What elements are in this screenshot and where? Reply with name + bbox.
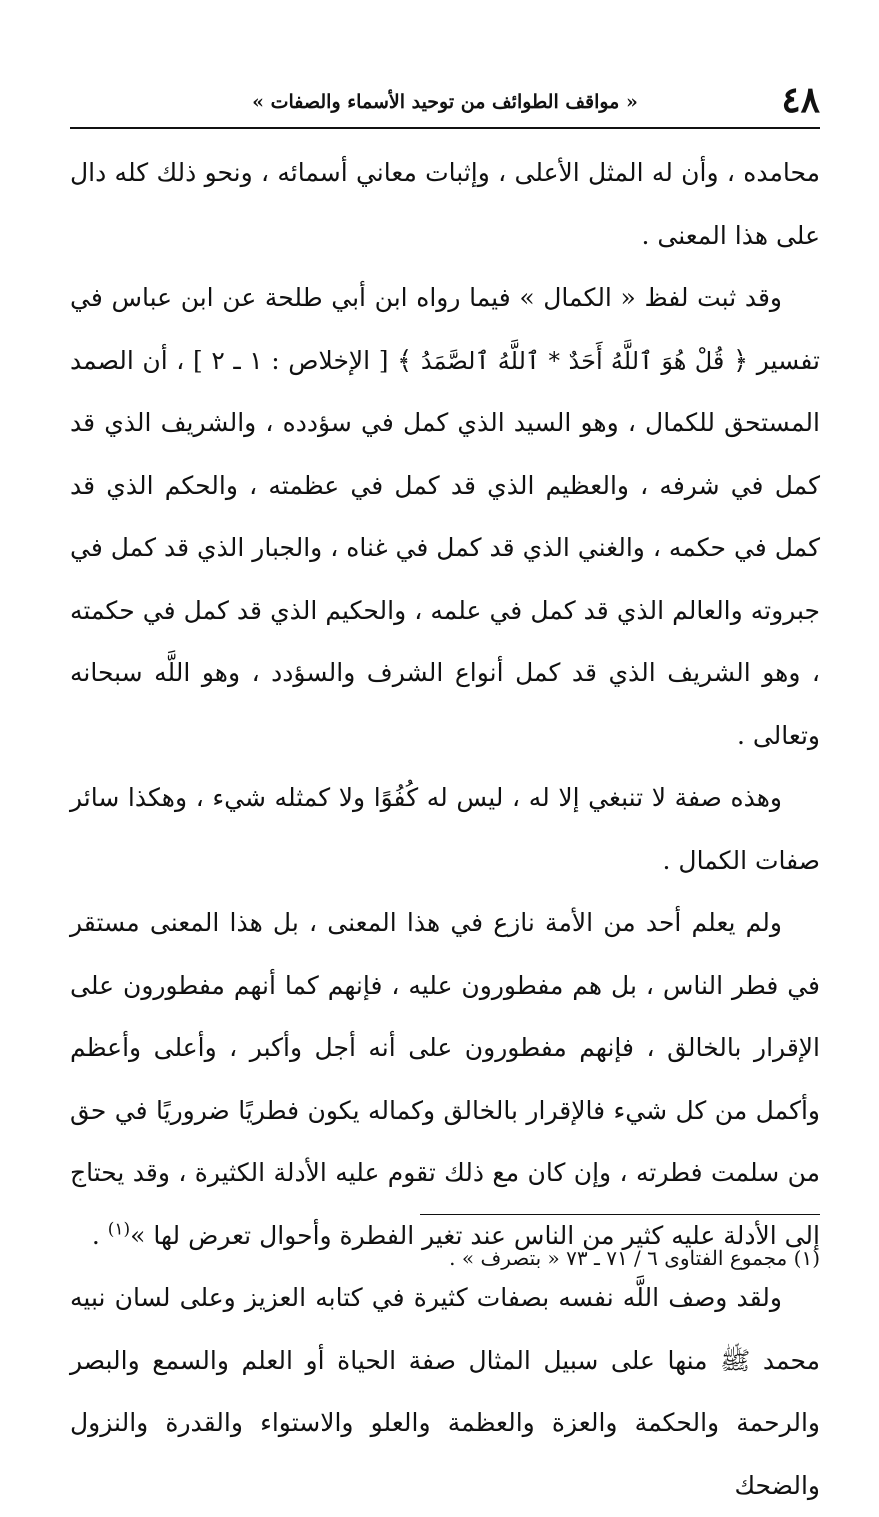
paragraph-1 (70, 142, 820, 267)
footnote-reference[interactable]: (١) (107, 1219, 131, 1240)
page-number: ٤٨ (781, 79, 820, 121)
footnote-divider (420, 1214, 820, 1215)
paragraph-1-text: محامده ، وأن له المثل الأعلى ، وإثبات معاني أسمائه ، ونحو ذلك كله دال على هذا المعنى . (70, 158, 820, 250)
page-header (70, 78, 820, 128)
paragraph-4 (70, 892, 820, 1267)
paragraph-4-end: . (91, 1220, 108, 1250)
paragraph-2-intro: وقد ثبت لفظ « الكمال » فيما رواه ابن أبي طلحة عن ابن عباس في تفسير (70, 283, 821, 375)
paragraph-3 (70, 767, 820, 892)
paragraph-3-text: وهذه صفة لا تنبغي إلا له ، ليس له كُفُوًا ولا كمثله شيء ، وهكذا سائر صفات الكمال . (70, 783, 820, 875)
paragraph-2-text: [ الإخلاص : ١ ـ ٢ ] ، أن الصمد المستحق للكمال ، وهو السيد الذي كمل في سؤدده ، والشريف الذي قد كمل في شرفه ، والعظيم الذي قد كمل في عظمته ، والحكم الذي قد كمل في حكمه ، والغني الذي قد كمل في غناه ، والجبار الذي قد كمل في جبروته والعالم الذي قد كمل في علمه ، والحكيم الذي قد كمل في حكمته ، وهو الشريف الذي قد كمل أنواع الشرف والسؤدد ، وهو اللَّه سبحانه وتعالى . (70, 345, 820, 750)
paragraph-5-text-a: ولقد وصف اللَّه نفسه بصفات كثيرة في كتابه العزيز وعلى لسان نبيه محمد (70, 1283, 820, 1375)
footnote (70, 1240, 820, 1276)
main-text (70, 142, 820, 1517)
prophet-honorific-glyph: ﷺ (720, 1345, 751, 1375)
footnote-text: (١) مجموع الفتاوى ٦ / ٧١ ـ ٧٣ « بتصرف » . (449, 1246, 820, 1270)
paragraph-2 (70, 267, 820, 767)
paragraph-4-text: ولم يعلم أحد من الأمة نازع في هذا المعنى ، بل هذا المعنى مستقر في فطر الناس ، بل هم مفطورون عليه ، فإنهم كما أنهم مفطورون على الإقرار بالخالق ، فإنهم مفطورون على أنه أجل وأكبر ، وأعلى وأعظم وأكمل من كل شيء فالإقرار بالخالق وكماله يكون فطريًا ضروريًا في حق من سلمت فطرته ، وإن كان مع ذلك تقوم عليه الأدلة الكثيرة ، وقد يحتاج إلى الأدلة عليه كثير من الناس عند تغير الفطرة وأحوال تعرض لها » (70, 908, 820, 1250)
quran-bracket-open: ﴿ (732, 345, 749, 376)
quran-verse: قُلْ هُوَ ٱللَّهُ أَحَدٌ * ٱللَّهُ ٱلصَّمَدُ (420, 346, 725, 375)
running-title: « مواقف الطوائف من توحيد الأسماء والصفات » (252, 91, 638, 113)
paragraph-5-text-b: منها على سبيل المثال صفة الحياة أو العلم والسمع والبصر والرحمة والحكمة والعزة والعظمة والعلو والاستواء والقدرة والنزول والضحك (70, 1345, 820, 1500)
paragraph-5 (70, 1267, 820, 1517)
header-divider (70, 127, 820, 129)
quran-bracket-close: ﴾ (397, 345, 413, 376)
